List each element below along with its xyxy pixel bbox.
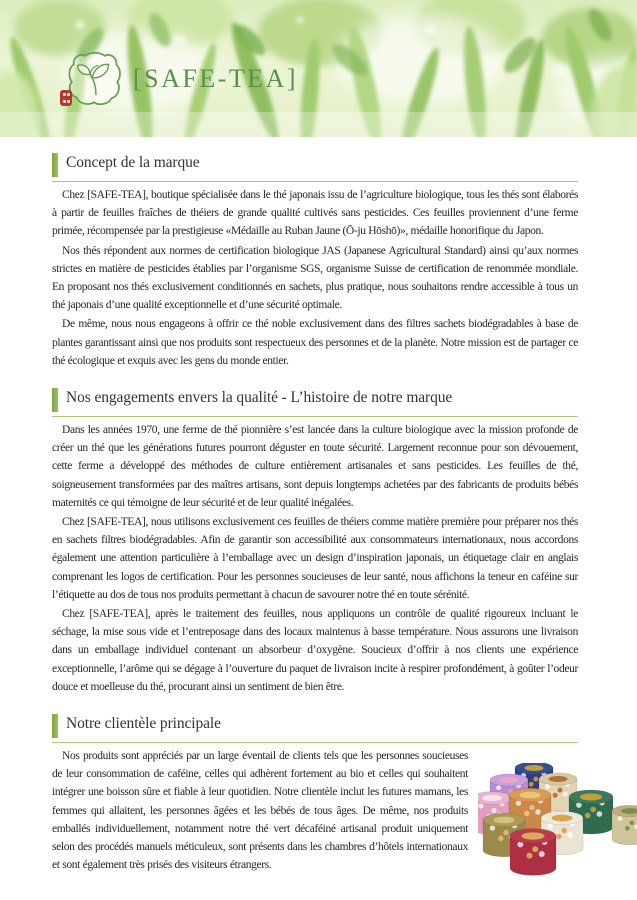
- section-engagements: [52, 387, 578, 696]
- paragraph: Nos thés répondent aux normes de certification biologique JAS (Japanese Agricultural Standard) ainsi qu’aux normes strictes en matière de pesticides établies par l’organisme SGS, organisme Suisse de certification de renommée mondiale. En proposant nos thés exclusivement conditionnés en sachets, plus pratique, nous souhaitons rendre accessible à tous un thé japonais d’une qualité exceptionnelle et d’une sécurité optimale.: [52, 244, 578, 312]
- tea-canisters-svg: [478, 763, 637, 885]
- brand-logo-text: [SAFE-TEA]: [133, 64, 299, 93]
- section-clientele: [52, 713, 578, 874]
- section-concept: [52, 152, 578, 370]
- paragraph: Dans les années 1970, une ferme de thé pionnière s’est lancée dans la culture biologique avec la mission profonde de créer un thé que les générations futures pourront déguster en toute sécurité. Largement reconnue pour son dévouement, cette ferme a développé des méthodes de culture entièrement artisanales et sans pesticides. Les feuilles de thé, soigneusement transformées par des maîtres artisans, sont depuis longtemps achetées par des fabricants de produits bébés maternités ce qui témoigne de leur sécurité et de leur qualité inégalées.: [52, 424, 578, 509]
- page-content: [0, 152, 637, 875]
- paragraph: De même, nous nous engageons à offrir ce thé noble exclusivement dans des filtres sachets biodégradables à base de plantes garantissant ainsi que nos produits sont respectueux des personnes et de la planète. Notre mission est de partager ce thé écologique et exquis avec les gens du monde entier.: [52, 318, 578, 367]
- tea-canisters-photo: [478, 763, 637, 885]
- section-title: Notre clientèle principale: [66, 715, 221, 733]
- section-heading: [52, 152, 578, 182]
- page-header: [0, 0, 637, 137]
- paragraph: Chez [SAFE-TEA], après le traitement des feuilles, nous appliquons un contrôle de qualité rigoureux incluant le séchage, la mise sous vide et l’entreposage dans des locaux maintenus à basse température. Nous assurons une livraison dans un emballage individuel contenant un absorbeur d’oxygène. Soucieux d’offrir à nos clients une expérience exceptionnelle, l’arôme qui se dégage à l’ouverture du paquet de livraison incite à respirer profondément, à goûter l’odeur douce et moelleuse du thé, procurant ainsi un sentiment de bien être.: [52, 608, 578, 693]
- tea-sprout-logo-icon: [66, 50, 124, 108]
- section-heading: [52, 387, 578, 417]
- paragraph: Chez [SAFE-TEA], nous utilisons exclusivement ces feuilles de théiers comme matière première pour préparer nos thés en sachets filtres biodégradables. Afin de garantir son accessibilité aux consommateurs internationaux, nous accordons également une attention particulière à l’emballage avec un design d’inspiration japonais, un étiquetage clair en anglais comprenant les logos de certification. Pour les personnes soucieuses de leur santé, nous affichons la teneur en caféine sur l’étiquette au dos de tous nos produits permettant à chacun de savourer notre thé en toute sérénité.: [52, 516, 578, 601]
- heading-accent-bar: [52, 388, 58, 412]
- red-hanko-seal-icon: [60, 90, 72, 106]
- section-heading: [52, 713, 578, 743]
- paragraph: Chez [SAFE-TEA], boutique spécialisée dans le thé japonais issu de l’agriculture biologique, tous les thés sont élaborés à partir de feuilles fraîches de théiers de grande qualité cultivés sans pesticides. Ces feuilles proviennent d’une ferme primée, récompensée par la prestigieuse «Médaille au Ruban Jaune (Ō-ju Hōshō)», médaille honorifique du Japon.: [52, 189, 578, 238]
- section-title: Concept de la marque: [66, 154, 200, 171]
- heading-accent-bar: [52, 714, 58, 738]
- brand-logo: [66, 50, 298, 108]
- section-title: Nos engagements envers la qualité - L’histoire de notre marque: [66, 389, 453, 407]
- paragraph: Nos produits sont appréciés par un large éventail de clients tels que les personnes soucieuses de leur consommation de caféine, celles qui adhèrent fortement au bio et celles qui souhaitent intégrer une boisson sûre et fiable à leur quotidien. Notre clientèle inclut les futures mamans, les femmes qui allaitent, les personnes âgées et les bébés de tous âges. De même, nos produits emballés individuellement, notamment notre thé vert décaféiné artisanal produit uniquement selon des procédés manuels méticuleux, sont présents dans les chambres d’hôtels internationaux et sont également très prisés des visiteurs étrangers.: [52, 750, 468, 872]
- heading-accent-bar: [52, 153, 58, 177]
